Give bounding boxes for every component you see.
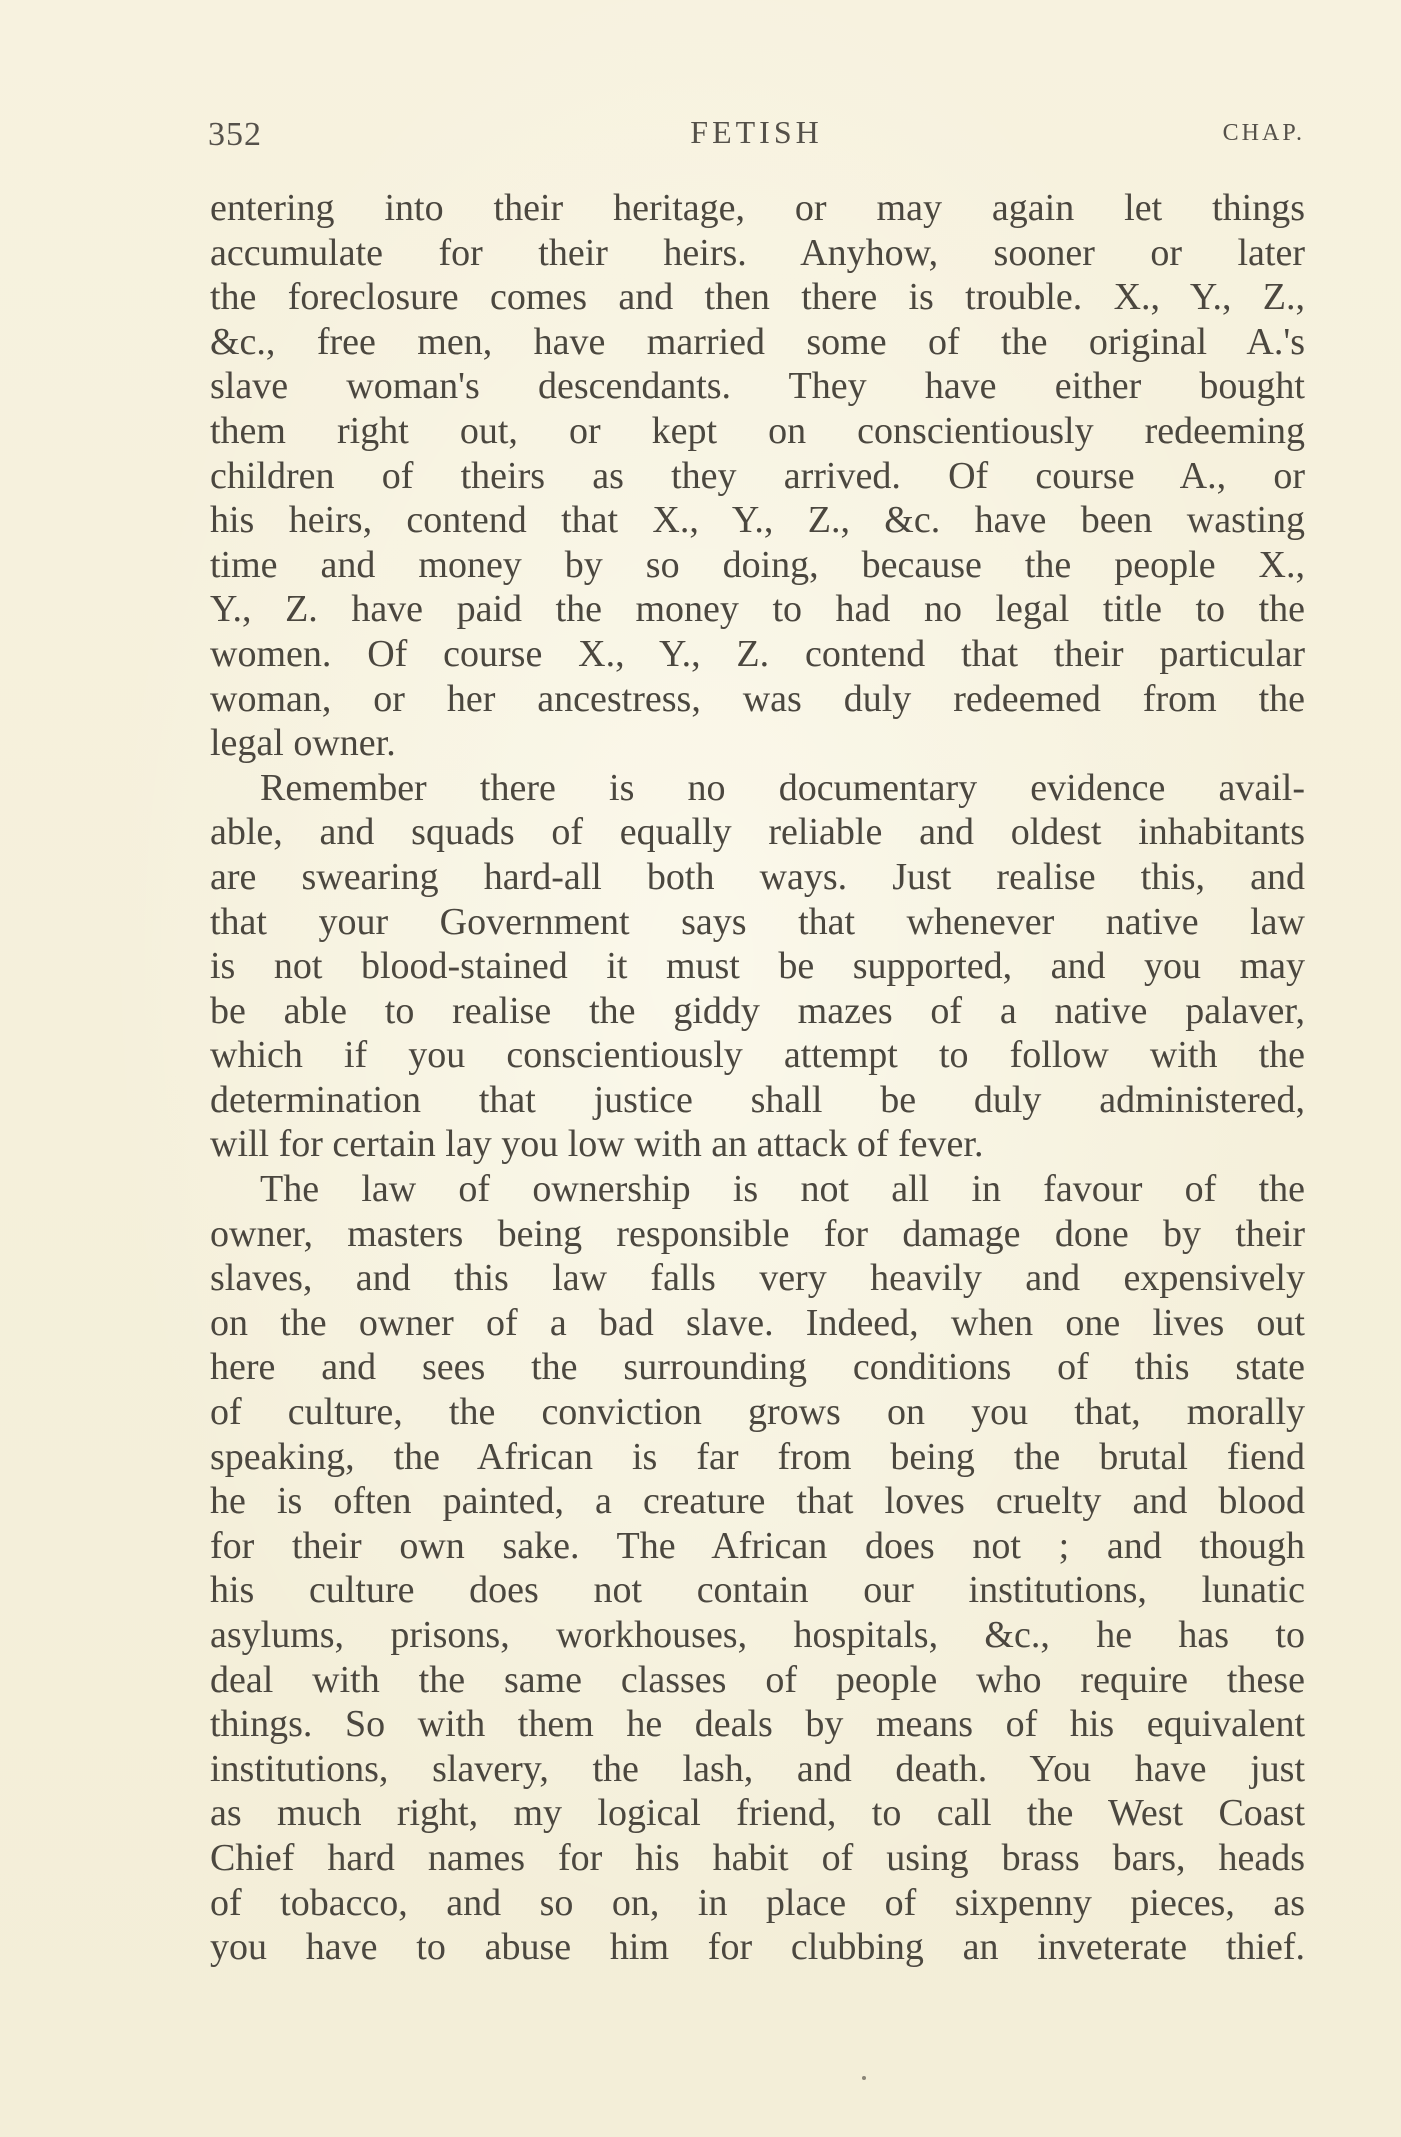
text-line: asylums, prisons, workhouses, hospitals, &c., he has to (210, 1614, 1305, 1656)
text-line: you have to abuse him for clubbing an inveterate thief. (210, 1926, 1305, 1969)
text-line: things. So with them he deals by means of his equivalent (210, 1703, 1305, 1746)
text-line: of tobacco, and so on, in place of sixpenny pieces, as (210, 1881, 1305, 1924)
text-line: institutions, slavery, the lash, and death. You have just (210, 1747, 1305, 1790)
page-number: 352 (208, 116, 262, 153)
text-line: that your Government says that whenever native law (210, 900, 1305, 943)
text-line: which if you conscientiously attempt to follow with the (210, 1034, 1305, 1077)
text-line: for their own sake. The African does not ; and though (210, 1524, 1305, 1567)
text-line: The law of ownership is not all in favour of the (260, 1168, 1305, 1211)
text-line: deal with the same classes of people who require these (210, 1658, 1305, 1701)
text-line: owner, masters being responsible for damage done by their (210, 1212, 1305, 1255)
text-line: the foreclosure comes and then there is trouble. X., Y., Z., (210, 276, 1305, 319)
text-line: Chief hard names for his habit of using brass bars, heads (210, 1836, 1305, 1879)
text-line: are swearing hard-all both ways. Just realise this, and (210, 855, 1305, 898)
text-line: here and sees the surrounding conditions of this state (210, 1346, 1305, 1389)
text-line: be able to realise the giddy mazes of a native palaver, (210, 989, 1305, 1032)
text-line: he is often painted, a creature that loves cruelty and blood (210, 1480, 1305, 1523)
text-line: woman, or her ancestress, was duly redeemed from the (210, 677, 1305, 720)
text-line: is not blood-stained it must be supported, and you may (210, 945, 1305, 988)
text-line: legal owner. (210, 722, 396, 765)
text-line: of culture, the conviction grows on you that, morally (210, 1391, 1305, 1434)
text-line: as much right, my logical friend, to call the West Coast (210, 1792, 1305, 1835)
body-text (210, 186, 1305, 1970)
text-line: able, and squads of equally reliable and oldest inhabitants (210, 811, 1305, 854)
text-line: time and money by so doing, because the people X., (210, 543, 1305, 586)
text-line: slave woman's descendants. They have either bought (210, 365, 1305, 408)
text-line: will for certain lay you low with an attack of fever. (210, 1123, 984, 1166)
text-line: determination that justice shall be duly administered, (210, 1078, 1305, 1121)
text-line: his culture does not contain our institutions, lunatic (210, 1569, 1305, 1612)
text-line: speaking, the African is far from being the brutal fiend (210, 1435, 1305, 1478)
text-line: accumulate for their heirs. Anyhow, sooner or later (210, 231, 1305, 274)
text-line: his heirs, contend that X., Y., Z., &c. have been wasting (210, 499, 1305, 542)
text-line: &c., free men, have married some of the original A.'s (210, 320, 1305, 363)
text-line: on the owner of a bad slave. Indeed, when one lives out (210, 1301, 1305, 1344)
text-line: Remember there is no documentary evidence avail- (260, 766, 1305, 809)
chapter-label: CHAP. (1222, 120, 1305, 146)
text-line: them right out, or kept on conscientiously redeeming (210, 409, 1305, 452)
text-line: Y., Z. have paid the money to had no legal title to the (210, 588, 1305, 631)
text-line: slaves, and this law falls very heavily and expensively (210, 1257, 1305, 1300)
running-title: FETISH (690, 114, 823, 150)
text-line: entering into their heritage, or may again let things (210, 187, 1305, 229)
running-head (208, 110, 1305, 160)
ink-speck (862, 2076, 866, 2080)
text-line: children of theirs as they arrived. Of course A., or (210, 454, 1305, 497)
text-line: women. Of course X., Y., Z. contend that their particular (210, 632, 1305, 675)
